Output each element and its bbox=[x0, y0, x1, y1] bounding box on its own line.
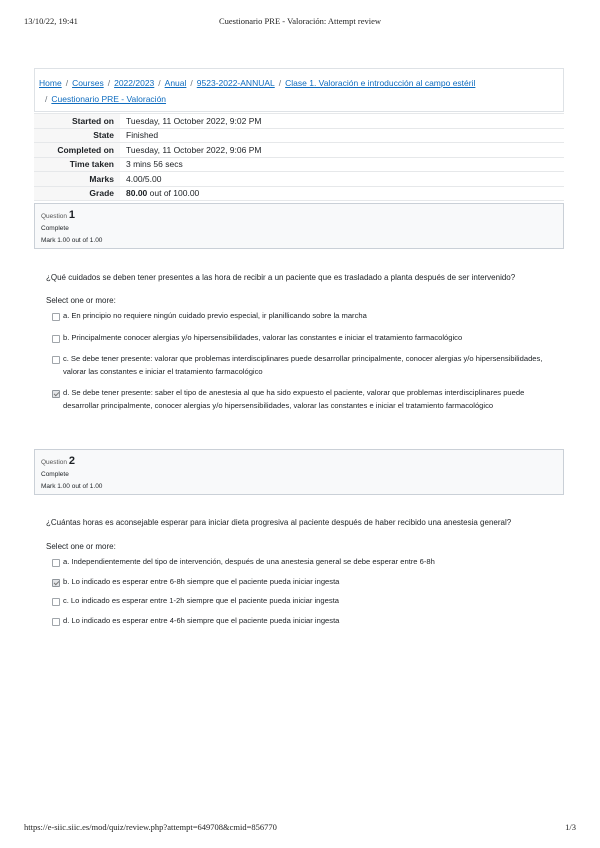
checkbox[interactable] bbox=[52, 598, 60, 606]
option-text: Principalmente conocer alergias y/o hipersensibilidades, valorar las constantes e iniciar el tratamiento farmacológico bbox=[71, 332, 463, 342]
question-number: 2 bbox=[68, 455, 75, 467]
breadcrumb-separator: / bbox=[107, 78, 111, 88]
option-text: Lo indicado es esperar entre 4-6h siempre que el paciente pueda iniciar ingesta bbox=[71, 615, 340, 625]
question-status: Complete bbox=[41, 225, 69, 232]
option-letter: c. bbox=[63, 596, 69, 605]
checkbox[interactable] bbox=[52, 618, 60, 626]
print-page-number: 1/3 bbox=[565, 822, 576, 832]
breadcrumb-year-link[interactable]: 2022/2023 bbox=[114, 78, 155, 88]
print-url: https://e-siic.siic.es/mod/quiz/review.php?attempt=649708&cmid=856770 bbox=[24, 822, 277, 832]
option-text: Se debe tener presente: saber el tipo de anestesia al que ha sido expuesto el paciente, valorar que problemas interdisciplinares puede desarrollar principalmente, conocer alergias y/o hipersensibilidades, valorar las constantes e iniciar el tratamiento farmacológico bbox=[63, 388, 525, 410]
summary-label: Marks bbox=[34, 172, 120, 187]
checkbox[interactable] bbox=[52, 335, 60, 343]
question-status: Complete bbox=[41, 471, 69, 478]
checkbox-checked[interactable] bbox=[52, 579, 60, 587]
breadcrumb-separator: / bbox=[158, 78, 161, 88]
option-letter: b. bbox=[63, 576, 70, 586]
breadcrumb-separator: / bbox=[45, 94, 48, 104]
breadcrumb-courses-link[interactable]: Courses bbox=[72, 78, 104, 88]
summary-label: Grade bbox=[34, 186, 120, 201]
option-letter: a. bbox=[63, 557, 70, 566]
question-label: Question bbox=[41, 213, 68, 220]
summary-label: Completed on bbox=[34, 143, 120, 158]
summary-label: Started on bbox=[34, 114, 120, 129]
breadcrumb bbox=[34, 68, 564, 112]
summary-row-state bbox=[34, 128, 564, 143]
option-letter: b. bbox=[63, 332, 70, 342]
question-mark: Mark 1.00 out of 1.00 bbox=[41, 483, 103, 490]
option-text: Se debe tener presente: valorar que problemas interdisciplinares puede desarrollar principalmente, conocer alergias y/o hipersensibilidades, valorar las constantes e iniciar el tratamiento farmacológico bbox=[63, 354, 543, 376]
breadcrumb-course-link[interactable]: 9523-2022-ANNUAL bbox=[196, 78, 275, 88]
option-letter: d. bbox=[63, 615, 70, 625]
summary-value: Finished bbox=[120, 128, 564, 143]
summary-value: Tuesday, 11 October 2022, 9:02 PM bbox=[120, 114, 564, 129]
summary-label: State bbox=[34, 128, 120, 143]
summary-value bbox=[120, 186, 564, 201]
question-1-prompt: Select one or more: bbox=[46, 296, 116, 305]
print-header bbox=[24, 16, 576, 28]
checkbox[interactable] bbox=[52, 313, 60, 321]
option-text: Lo indicado es esperar entre 1-2h siempre que el paciente pueda iniciar ingesta bbox=[70, 596, 339, 605]
option-text: En principio no requiere ningún cuidado previo especial, ir planillicando sobre la marcha bbox=[71, 311, 367, 320]
print-footer bbox=[24, 822, 576, 834]
summary-value: 4.00/5.00 bbox=[120, 172, 564, 187]
breadcrumb-separator: / bbox=[190, 78, 193, 88]
breadcrumb-section-link[interactable]: Clase 1. Valoración e introducción al campo estéril bbox=[285, 78, 476, 88]
question-2-prompt: Select one or more: bbox=[46, 542, 116, 551]
summary-row-marks bbox=[34, 172, 564, 187]
answer-option[interactable] bbox=[52, 615, 552, 628]
attempt-summary-table bbox=[34, 113, 564, 201]
option-letter: c. bbox=[63, 354, 69, 363]
summary-row-started bbox=[34, 114, 564, 129]
summary-row-completed bbox=[34, 143, 564, 158]
summary-value: Tuesday, 11 October 2022, 9:06 PM bbox=[120, 143, 564, 158]
answer-option[interactable] bbox=[52, 595, 552, 608]
checkbox[interactable] bbox=[52, 559, 60, 567]
question-2-info bbox=[34, 449, 564, 495]
breadcrumb-quiz-link[interactable]: Cuestionario PRE - Valoración bbox=[51, 94, 167, 104]
grade-out-of: out of 100.00 bbox=[147, 188, 200, 199]
option-letter: a. bbox=[63, 311, 70, 320]
breadcrumb-separator: / bbox=[65, 78, 69, 88]
answer-option[interactable] bbox=[52, 387, 552, 412]
summary-row-time-taken bbox=[34, 157, 564, 172]
print-timestamp: 13/10/22, 19:41 bbox=[24, 16, 78, 26]
print-title: Cuestionario PRE - Valoración: Attempt review bbox=[218, 16, 382, 26]
summary-row-grade bbox=[34, 186, 564, 201]
question-1-answers bbox=[52, 310, 552, 417]
question-number: 1 bbox=[68, 209, 75, 221]
answer-option[interactable] bbox=[52, 576, 552, 589]
summary-label: Time taken bbox=[34, 157, 120, 172]
question-2-text: ¿Cuántas horas es aconsejable esperar para iniciar dieta progresiva al paciente después de haber recibido una anestesia general? bbox=[46, 518, 512, 527]
question-mark: Mark 1.00 out of 1.00 bbox=[41, 237, 103, 244]
option-text: Lo indicado es esperar entre 6-8h siempre que el paciente pueda iniciar ingesta bbox=[71, 576, 340, 586]
option-text: Independientemente del tipo de intervención, después de una anestesia general se debe esperar entre 6-8h bbox=[71, 557, 435, 566]
grade-value: 80.00 bbox=[126, 188, 148, 199]
answer-option[interactable] bbox=[52, 353, 552, 378]
checkbox[interactable] bbox=[52, 356, 60, 364]
checkbox-checked[interactable] bbox=[52, 390, 60, 398]
answer-option[interactable] bbox=[52, 310, 552, 323]
summary-value: 3 mins 56 secs bbox=[120, 157, 564, 172]
breadcrumb-anual-link[interactable]: Anual bbox=[164, 78, 187, 88]
question-2-answers bbox=[52, 556, 552, 632]
answer-option[interactable] bbox=[52, 556, 552, 569]
question-1-info bbox=[34, 203, 564, 249]
option-letter: d. bbox=[63, 388, 70, 397]
answer-option[interactable] bbox=[52, 332, 552, 345]
breadcrumb-separator: / bbox=[278, 78, 282, 88]
question-label: Question bbox=[41, 459, 68, 466]
question-1-text: ¿Qué cuidados se deben tener presentes a las hora de recibir a un paciente que es trasladado a planta después de ser intervenido? bbox=[46, 273, 516, 282]
breadcrumb-home-link[interactable]: Home bbox=[39, 78, 62, 88]
